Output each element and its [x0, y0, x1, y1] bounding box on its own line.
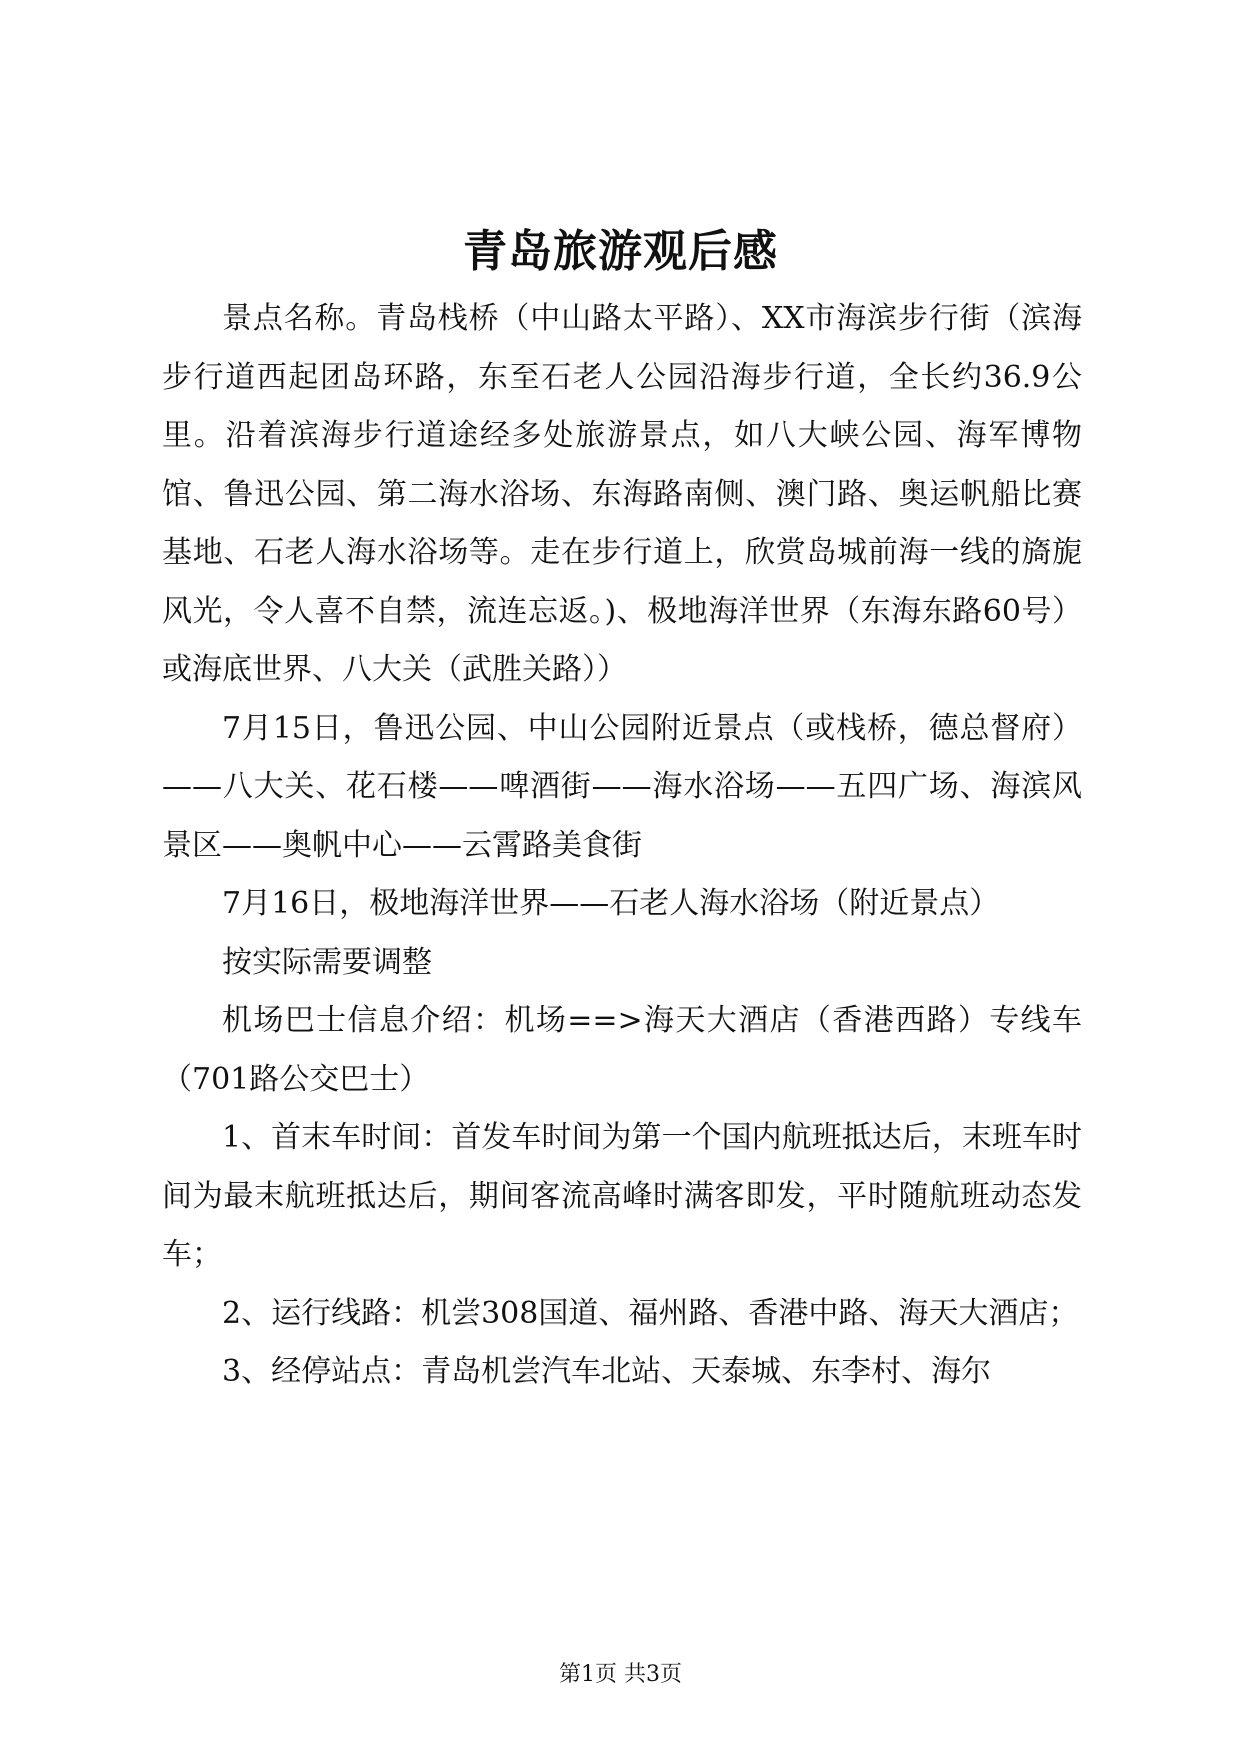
paragraph-bus-stops: 3、经停站点：青岛机尝汽车北站、天泰城、东李村、海尔 [222, 1354, 992, 1389]
page-number-footer: 第1页 共3页 [559, 1662, 682, 1687]
paragraph-adjust-note: 按实际需要调整 [222, 944, 432, 980]
paragraph-bus-route: 2、运行线路：机尝308国道、福州路、香港中路、海天大酒店； [222, 1295, 1079, 1331]
document-title: 青岛旅游观后感 [463, 226, 778, 277]
paragraph-july-16-itinerary: 7月16日，极地海洋世界——石老人海水浴场（附近景点） [222, 886, 1000, 921]
paragraph-airport-bus-intro: 机场巴士信息介绍：机场==>海天大酒店（香港西路）专线车（701路公交巴士） [162, 1003, 1082, 1097]
paragraph-july-15-itinerary: 7月15日，鲁迅公园、中山公园附近景点（或栈桥，德总督府）——八大关、花石楼——啤酒街——海水浴场——五四广场、海滨风景区——奥帆中心——云霄路美食街 [162, 710, 1082, 863]
paragraph-bus-schedule: 1、首末车时间：首发车时间为第一个国内航班抵达后，末班车时间为最末航班抵达后，期间客流高峰时满客即发，平时随航班动态发车； [162, 1120, 1082, 1272]
document-body [162, 290, 1082, 1402]
paragraph-scenic-spots: 景点名称。青岛栈桥（中山路太平路）、XX市海滨步行街（滨海步行道西起团岛环路，东至石老人公园沿海步行道，全长约36.9公里。沿着滨海步行道途经多处旅游景点，如八大峡公园、海军博物馆、鲁迅公园、第二海水浴场、东海路南侧、澳门路、奥运帆船比赛基地、石老人海水浴场等。走在步行道上，欣赏岛城前海一线的旖旎风光，令人喜不自禁，流连忘返。)、极地海洋世界（东海东路60号）或海底世界、八大关（武胜关路）） [162, 301, 1082, 687]
